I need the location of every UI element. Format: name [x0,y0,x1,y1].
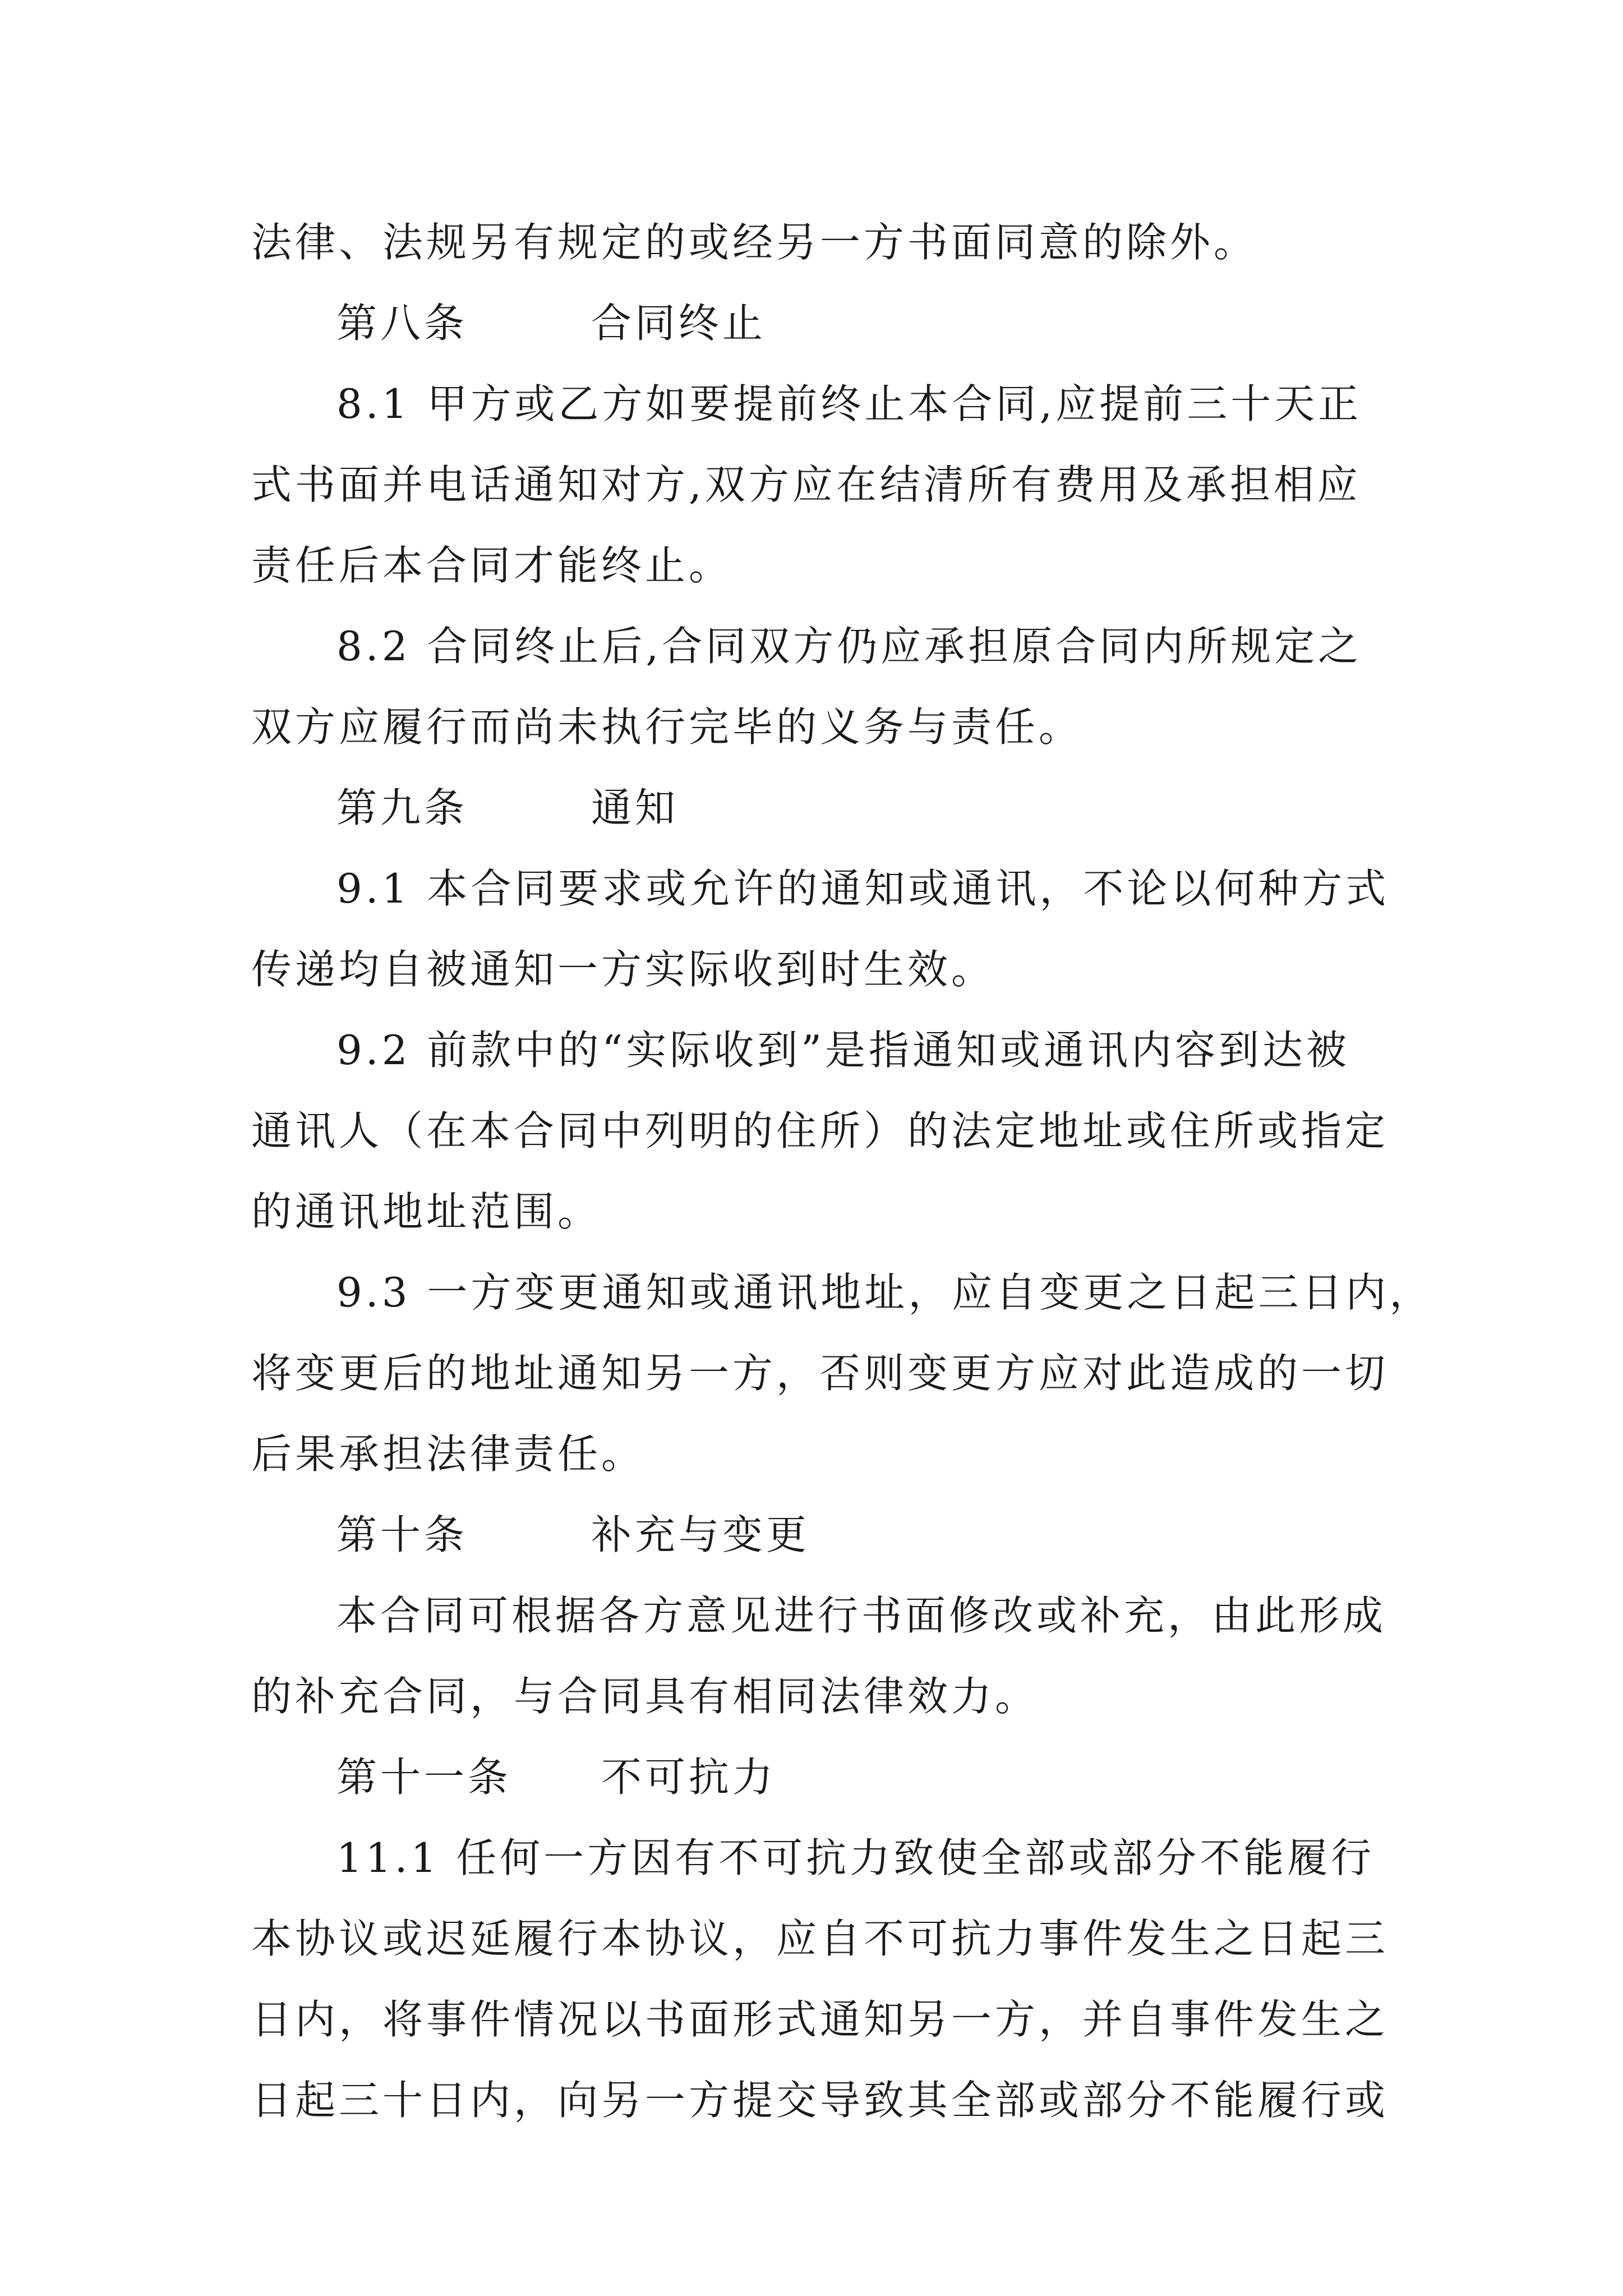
section-title: 不可抗力 [601,1754,777,1801]
paragraph-line: 传递均自被通知一方实际收到时生效。 [251,946,995,993]
section-heading-11 [251,1737,1390,1818]
section-heading-9 [251,767,1390,848]
paragraph-line: 将变更后的地址通知另一方，否则变更方应对此造成的一切 [251,1350,1389,1397]
paragraph-line: 双方应履行而尚未执行完毕的义务与责任。 [251,703,1083,751]
paragraph-line: 8.2 合同终止后,合同双方仍应承担原合同内所规定之 [336,623,1362,670]
paragraph-line: 本合同可根据各方意见进行书面修改或补充，由此形成 [336,1592,1387,1639]
document-body [251,202,1433,2141]
paragraph-line: 8.1 甲方或乙方如要提前终止本合同,应提前三十天正 [336,380,1362,427]
paragraph-line: 日内，将事件情况以书面形式通知另一方，并自事件发生之 [251,1996,1389,2043]
paragraph-line: 9.3 一方变更通知或通讯地址，应自变更之日起三日内， [336,1269,1433,1316]
paragraph-line: 通讯人（在本合同中列明的住所）的法定地址或住所或指定 [251,1107,1389,1154]
section-number: 第八条 [336,300,468,347]
section-title: 补充与变更 [591,1511,810,1558]
paragraph-line: 日起三十日内，向另一方提交导致其全部或部分不能履行或 [251,2077,1389,2124]
section-number: 第九条 [336,784,468,831]
paragraph-line: 法律、法规另有规定的或经另一方书面同意的除外。 [251,219,1258,266]
paragraph-line: 9.2 前款中的“实际收到”是指通知或通讯内容到达被 [336,1027,1350,1074]
paragraph-line: 责任后本合同才能终止。 [251,542,733,589]
paragraph-line: 11.1 任何一方因有不可抗力致使全部或部分不能履行 [336,1834,1375,1881]
section-heading-8 [251,283,1390,364]
section-heading-10 [251,1494,1390,1575]
paragraph-line: 的补充合同，与合同具有相同法律效力。 [251,1673,1039,1720]
section-title: 通知 [591,784,679,831]
paragraph-line: 9.1 本合同要求或允许的通知或通讯，不论以何种方式 [336,865,1390,912]
section-number: 第十一条 [336,1754,512,1801]
paragraph-line: 的通讯地址范围。 [251,1188,602,1235]
section-title: 合同终止 [591,300,767,347]
paragraph-line: 后果承担法律责任。 [251,1430,645,1478]
paragraph-line: 式书面并电话通知对方,双方应在结清所有费用及承担相应 [251,461,1361,508]
paragraph-line: 本协议或迟延履行本协议，应自不可抗力事件发生之日起三 [251,1915,1389,1962]
section-number: 第十条 [336,1511,468,1558]
